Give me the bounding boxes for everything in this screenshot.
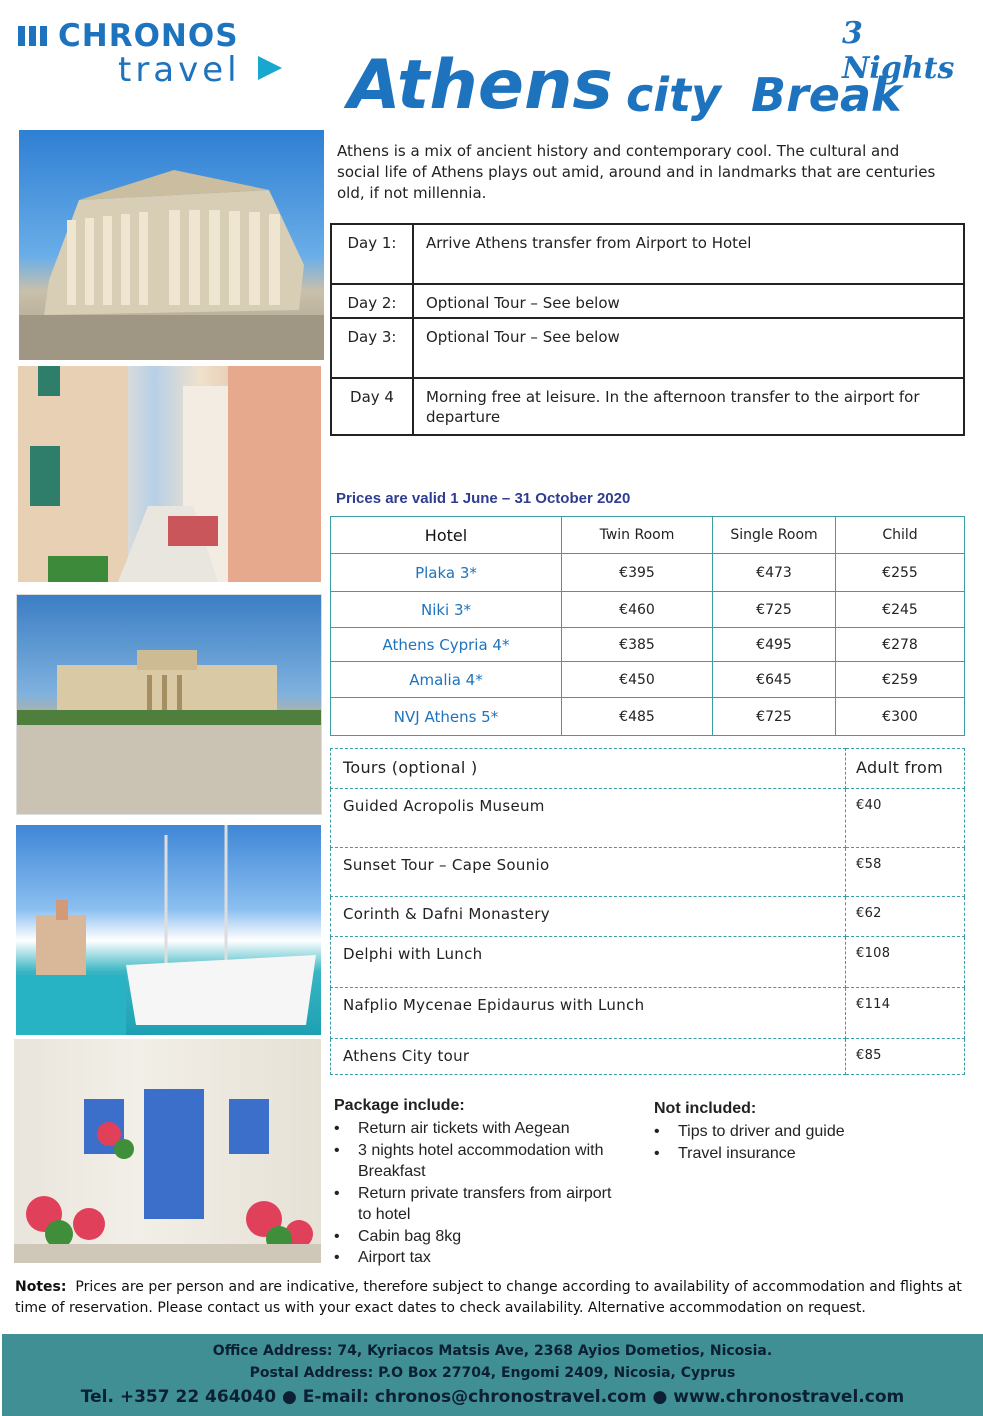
package-item: • 3 nights hotel accommodation with Breakfast xyxy=(334,1140,614,1183)
postal-address: Postal Address: P.O Box 27704, Engomi 2409, Nicosia, Cyprus xyxy=(249,1365,736,1381)
twin-price: €395 xyxy=(562,554,713,592)
notes-label: Notes: xyxy=(15,1279,67,1295)
tour-row xyxy=(331,897,965,937)
price-validity: Prices are valid 1 June – 31 October 2020 xyxy=(336,490,631,507)
price-row xyxy=(331,592,965,628)
itinerary-table xyxy=(330,223,965,436)
tours-table xyxy=(330,748,965,1075)
footer xyxy=(2,1334,983,1416)
itinerary-text: Optional Tour – See below xyxy=(413,318,964,378)
tour-price: €58 xyxy=(846,848,965,897)
package-title: Package include: xyxy=(334,1097,465,1114)
tour-price: €108 xyxy=(846,937,965,988)
tour-name: Nafplio Mycenae Epidaurus with Lunch xyxy=(331,988,846,1039)
price-row xyxy=(331,554,965,592)
tour-price: €40 xyxy=(846,789,965,848)
hotel-name: Amalia 4* xyxy=(331,662,562,698)
col-single: Single Room xyxy=(713,517,836,554)
single-price: €725 xyxy=(713,592,836,628)
parliament-photo xyxy=(16,594,322,815)
col-twin: Twin Room xyxy=(562,517,713,554)
parthenon-photo xyxy=(19,130,324,360)
hotel-name: Plaka 3* xyxy=(331,554,562,592)
itinerary-text: Morning free at leisure. In the afternoon transfer to the airport for departure xyxy=(413,378,964,435)
notes xyxy=(15,1277,970,1319)
itinerary-row xyxy=(331,318,964,378)
tour-name: Corinth & Dafni Monastery xyxy=(331,897,846,937)
logo-arrow-icon xyxy=(258,56,282,80)
child-price: €255 xyxy=(836,554,965,592)
itinerary-text: Optional Tour – See below xyxy=(413,284,964,318)
package-item: • Cabin bag 8kg xyxy=(334,1226,614,1248)
itinerary-day: Day 1: xyxy=(331,224,413,284)
hotel-name: Athens Cypria 4* xyxy=(331,628,562,662)
single-price: €725 xyxy=(713,698,836,736)
blue-door-photo xyxy=(14,1039,321,1263)
tour-name: Guided Acropolis Museum xyxy=(331,789,846,848)
twin-price: €460 xyxy=(562,592,713,628)
harbor-photo xyxy=(16,825,321,1035)
tour-price: €62 xyxy=(846,897,965,937)
tour-name: Sunset Tour – Cape Sounio xyxy=(331,848,846,897)
twin-price: €450 xyxy=(562,662,713,698)
price-row xyxy=(331,628,965,662)
tour-row xyxy=(331,789,965,848)
child-price: €245 xyxy=(836,592,965,628)
logo-name: CHRONOS xyxy=(58,18,239,54)
itinerary-day: Day 2: xyxy=(331,284,413,318)
single-price: €495 xyxy=(713,628,836,662)
single-price: €473 xyxy=(713,554,836,592)
itinerary-text: Arrive Athens transfer from Airport to Hotel xyxy=(413,224,964,284)
page-title: Athens xyxy=(348,46,613,125)
intro-text: Athens is a mix of ancient history and contemporary cool. The cultural and social life of Athens plays out amid, around and in landmarks that are centuries old, if not millennia. xyxy=(337,142,936,202)
tour-name: Delphi with Lunch xyxy=(331,937,846,988)
price-row xyxy=(331,662,965,698)
twin-price: €485 xyxy=(562,698,713,736)
tour-row xyxy=(331,988,965,1039)
itinerary-row xyxy=(331,224,964,284)
price-table xyxy=(330,516,965,736)
child-price: €278 xyxy=(836,628,965,662)
hotel-name: Niki 3* xyxy=(331,592,562,628)
tours-header-row xyxy=(331,749,965,789)
price-header-row xyxy=(331,517,965,554)
child-price: €259 xyxy=(836,662,965,698)
col-child: Child xyxy=(836,517,965,554)
nights-label: 3 Nights xyxy=(842,16,955,86)
logo-sub: travel xyxy=(118,50,241,90)
twin-price: €385 xyxy=(562,628,713,662)
tours-col-price: Adult from xyxy=(846,749,965,789)
package-list xyxy=(334,1118,614,1269)
not-included-list xyxy=(654,1121,954,1165)
tours-col-name: Tours (optional ) xyxy=(331,749,846,789)
page-subtitle: city Break xyxy=(626,68,902,122)
itinerary-row xyxy=(331,378,964,435)
logo-bars-icon xyxy=(18,26,52,46)
not-included-item: • Tips to driver and guide xyxy=(654,1121,954,1143)
tour-row xyxy=(331,1039,965,1075)
price-row xyxy=(331,698,965,736)
tour-name: Athens City tour xyxy=(331,1039,846,1075)
plaka-street-photo xyxy=(18,366,321,582)
tour-row xyxy=(331,937,965,988)
contact-line: Tel. +357 22 464040 ● E-mail: chronos@chronostravel.com ● www.chronostravel.com xyxy=(80,1387,905,1407)
package-item: • Airport tax xyxy=(334,1247,614,1269)
not-included-title: Not included: xyxy=(654,1100,757,1117)
itinerary-row xyxy=(331,284,964,318)
package-item: • Return air tickets with Aegean xyxy=(334,1118,614,1140)
not-included-item: • Travel insurance xyxy=(654,1143,954,1165)
tour-price: €114 xyxy=(846,988,965,1039)
itinerary-day: Day 4 xyxy=(331,378,413,435)
single-price: €645 xyxy=(713,662,836,698)
tour-price: €85 xyxy=(846,1039,965,1075)
child-price: €300 xyxy=(836,698,965,736)
notes-text: Prices are per person and are indicative, therefore subject to change according to availability of accommodation and flights at time of reservation. Please contact us with your exact dates to check availability. Alternative accommodation on request. xyxy=(15,1279,962,1316)
office-address: Office Address: 74, Kyriacos Matsis Ave, 2368 Ayios Dometios, Nicosia. xyxy=(212,1343,773,1359)
tour-row xyxy=(331,848,965,897)
itinerary-day: Day 3: xyxy=(331,318,413,378)
hotel-name: NVJ Athens 5* xyxy=(331,698,562,736)
col-hotel: Hotel xyxy=(331,517,562,554)
package-item: • Return private transfers from airport to hotel xyxy=(334,1183,614,1226)
